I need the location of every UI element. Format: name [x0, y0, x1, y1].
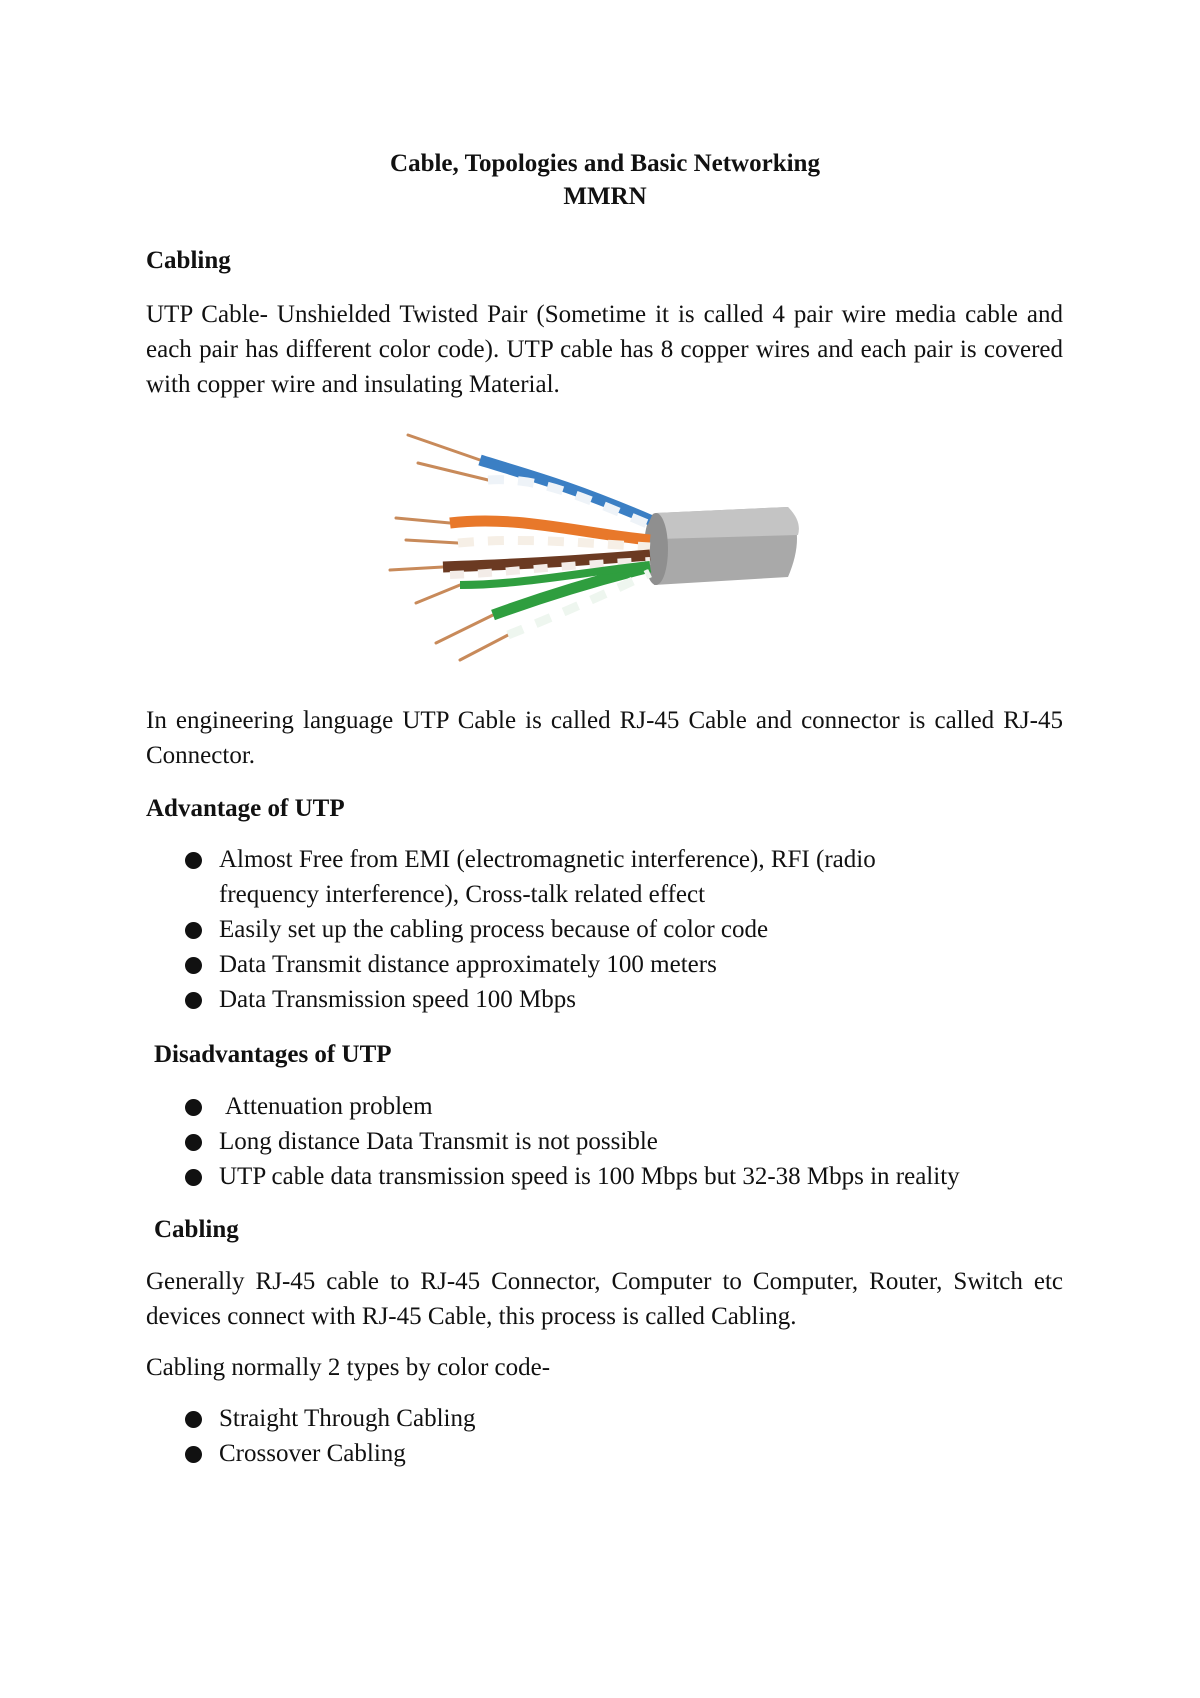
list-item: Straight Through Cabling	[185, 1401, 785, 1436]
document-title	[0, 147, 1200, 213]
bullet-icon	[185, 1169, 202, 1186]
bullet-icon	[185, 1134, 202, 1151]
list-item: Data Transmit distance approximately 100 meters	[185, 947, 985, 982]
bullet-icon	[185, 1446, 202, 1463]
bullet-icon	[185, 922, 202, 939]
list-item: Crossover Cabling	[185, 1436, 785, 1471]
bullet-icon	[185, 957, 202, 974]
utp-description-paragraph: UTP Cable- Unshielded Twisted Pair (Sometime it is called 4 pair wire media cable and each pair has different color code). UTP cable has 8 copper wires and each pair is covered with copper wire and insulating Material.	[146, 301, 1063, 398]
cabling-types-list	[185, 1401, 785, 1471]
bullet-icon	[185, 1099, 202, 1116]
cabling-paragraph: Generally RJ-45 cable to RJ-45 Connector, Computer to Computer, Router, Switch etc devices connect with RJ-45 Cable, this process is called Cabling.	[146, 1268, 1063, 1330]
list-item: Data Transmission speed 100 Mbps	[185, 982, 985, 1017]
list-item: Attenuation problem	[185, 1089, 1065, 1124]
cabling-types-intro: Cabling normally 2 types by color code-	[146, 1354, 551, 1381]
list-item: UTP cable data transmission speed is 100 Mbps but 32-38 Mbps in reality	[185, 1159, 1065, 1194]
title-line-1: Cable, Topologies and Basic Networking	[390, 150, 820, 177]
rj45-paragraph: In engineering language UTP Cable is called RJ-45 Cable and connector is called RJ-45 Connector.	[146, 707, 1063, 769]
section-heading-advantages: Advantage of UTP	[146, 795, 345, 822]
list-item: Easily set up the cabling process because of color code	[185, 912, 985, 947]
section-heading-disadvantages: Disadvantages of UTP	[154, 1041, 392, 1068]
section-heading-cabling: Cabling	[146, 247, 231, 274]
bullet-icon	[185, 1411, 202, 1428]
bullet-icon	[185, 992, 202, 1009]
utp-cable-illustration-icon	[388, 415, 818, 670]
advantages-list	[185, 842, 985, 1017]
disadvantages-list	[185, 1089, 1065, 1194]
section-heading-cabling-2: Cabling	[154, 1216, 239, 1243]
list-item: Almost Free from EMI (electromagnetic interference), RFI (radio frequency interference), Cross-talk related effect	[185, 842, 985, 912]
title-line-2: MMRN	[563, 183, 647, 210]
list-item: Long distance Data Transmit is not possible	[185, 1124, 1065, 1159]
bullet-icon	[185, 852, 202, 869]
